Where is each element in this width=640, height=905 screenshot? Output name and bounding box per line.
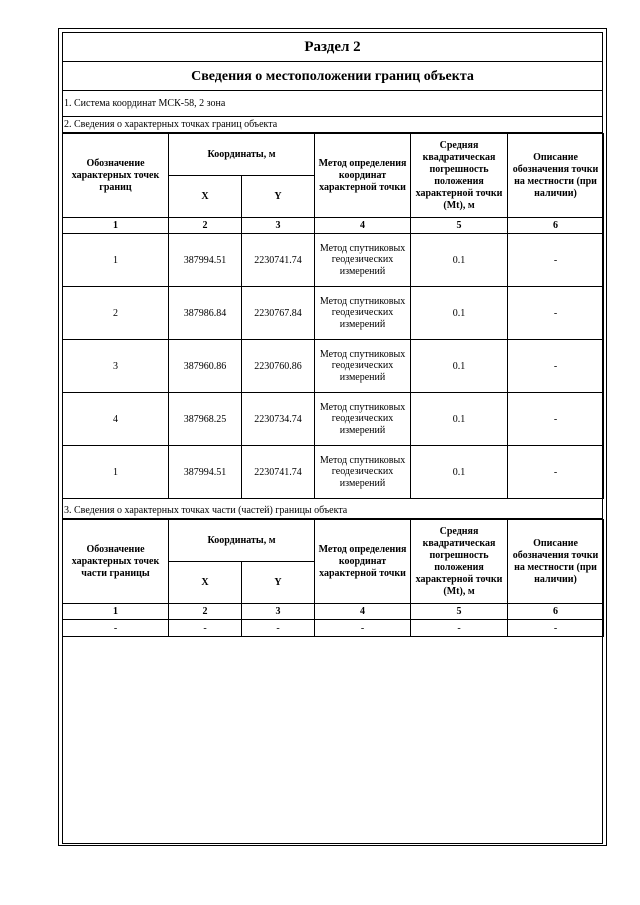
- col-number: 5: [411, 604, 508, 620]
- col-number: 4: [315, 218, 411, 234]
- col-number: 3: [242, 218, 315, 234]
- header-x: X: [169, 176, 242, 218]
- header-description: Описание обозначения точки на местности (при наличии): [508, 520, 604, 604]
- point-id: 1: [63, 446, 169, 499]
- header-coords: Координаты, м: [169, 520, 315, 562]
- part-point-y: -: [242, 620, 315, 637]
- col-number: 1: [63, 218, 169, 234]
- point-x: 387986.84: [169, 287, 242, 340]
- parts-section-title: 3. Сведения о характерных точках части (частей) границы объекта: [62, 502, 603, 519]
- header-x: X: [169, 562, 242, 604]
- point-id: 3: [63, 340, 169, 393]
- point-error: 0.1: [411, 446, 508, 499]
- header-designation: Обозначение характерных точек части границы: [63, 520, 169, 604]
- col-number: 2: [169, 604, 242, 620]
- point-y: 2230734.74: [242, 393, 315, 446]
- point-error: 0.1: [411, 393, 508, 446]
- col-number: 2: [169, 218, 242, 234]
- header-description: Описание обозначения точки на местности (при наличии): [508, 134, 604, 218]
- point-method: Метод спутниковых геодезических измерений: [315, 287, 411, 340]
- table-row: [63, 340, 604, 393]
- point-description: -: [508, 340, 604, 393]
- table-row: [63, 287, 604, 340]
- point-y: 2230741.74: [242, 234, 315, 287]
- section-title: Раздел 2: [62, 32, 603, 62]
- part-point-id: -: [63, 620, 169, 637]
- col-number: 1: [63, 604, 169, 620]
- point-y: 2230760.86: [242, 340, 315, 393]
- boundary-points-table: [62, 133, 604, 499]
- table-row: [63, 620, 604, 637]
- header-error: Средняя квадратическая погрешность положения характерной точки (Mt), м: [411, 520, 508, 604]
- points-section-title: 2. Сведения о характерных точках границ объекта: [62, 117, 603, 133]
- header-coords: Координаты, м: [169, 134, 315, 176]
- point-x: 387994.51: [169, 234, 242, 287]
- point-error: 0.1: [411, 287, 508, 340]
- part-point-method: -: [315, 620, 411, 637]
- part-point-description: -: [508, 620, 604, 637]
- header-method: Метод определения координат характерной точки: [315, 134, 411, 218]
- col-number: 3: [242, 604, 315, 620]
- point-x: 387994.51: [169, 446, 242, 499]
- col-number: 5: [411, 218, 508, 234]
- part-points-table: [62, 519, 604, 637]
- point-x: 387968.25: [169, 393, 242, 446]
- col-number: 4: [315, 604, 411, 620]
- point-y: 2230767.84: [242, 287, 315, 340]
- point-id: 4: [63, 393, 169, 446]
- header-method: Метод определения координат характерной точки: [315, 520, 411, 604]
- part-point-x: -: [169, 620, 242, 637]
- point-error: 0.1: [411, 340, 508, 393]
- col-number: 6: [508, 218, 604, 234]
- point-method: Метод спутниковых геодезических измерений: [315, 340, 411, 393]
- part-point-error: -: [411, 620, 508, 637]
- header-y: Y: [242, 176, 315, 218]
- point-error: 0.1: [411, 234, 508, 287]
- point-method: Метод спутниковых геодезических измерений: [315, 393, 411, 446]
- point-description: -: [508, 287, 604, 340]
- point-description: -: [508, 234, 604, 287]
- point-method: Метод спутниковых геодезических измерений: [315, 234, 411, 287]
- point-x: 387960.86: [169, 340, 242, 393]
- table-row: [63, 446, 604, 499]
- point-method: Метод спутниковых геодезических измерений: [315, 446, 411, 499]
- point-description: -: [508, 393, 604, 446]
- header-error: Средняя квадратическая погрешность положения характерной точки (Mt), м: [411, 134, 508, 218]
- column-numbers-row: [63, 218, 604, 234]
- table-row: [63, 234, 604, 287]
- point-id: 1: [63, 234, 169, 287]
- coord-system-line: 1. Система координат МСК-58, 2 зона: [62, 91, 603, 117]
- column-numbers-row: [63, 604, 604, 620]
- point-id: 2: [63, 287, 169, 340]
- section-subtitle: Сведения о местоположении границ объекта: [62, 62, 603, 91]
- col-number: 6: [508, 604, 604, 620]
- table-row: [63, 393, 604, 446]
- header-designation: Обозначение характерных точек границ: [63, 134, 169, 218]
- point-y: 2230741.74: [242, 446, 315, 499]
- header-y: Y: [242, 562, 315, 604]
- point-description: -: [508, 446, 604, 499]
